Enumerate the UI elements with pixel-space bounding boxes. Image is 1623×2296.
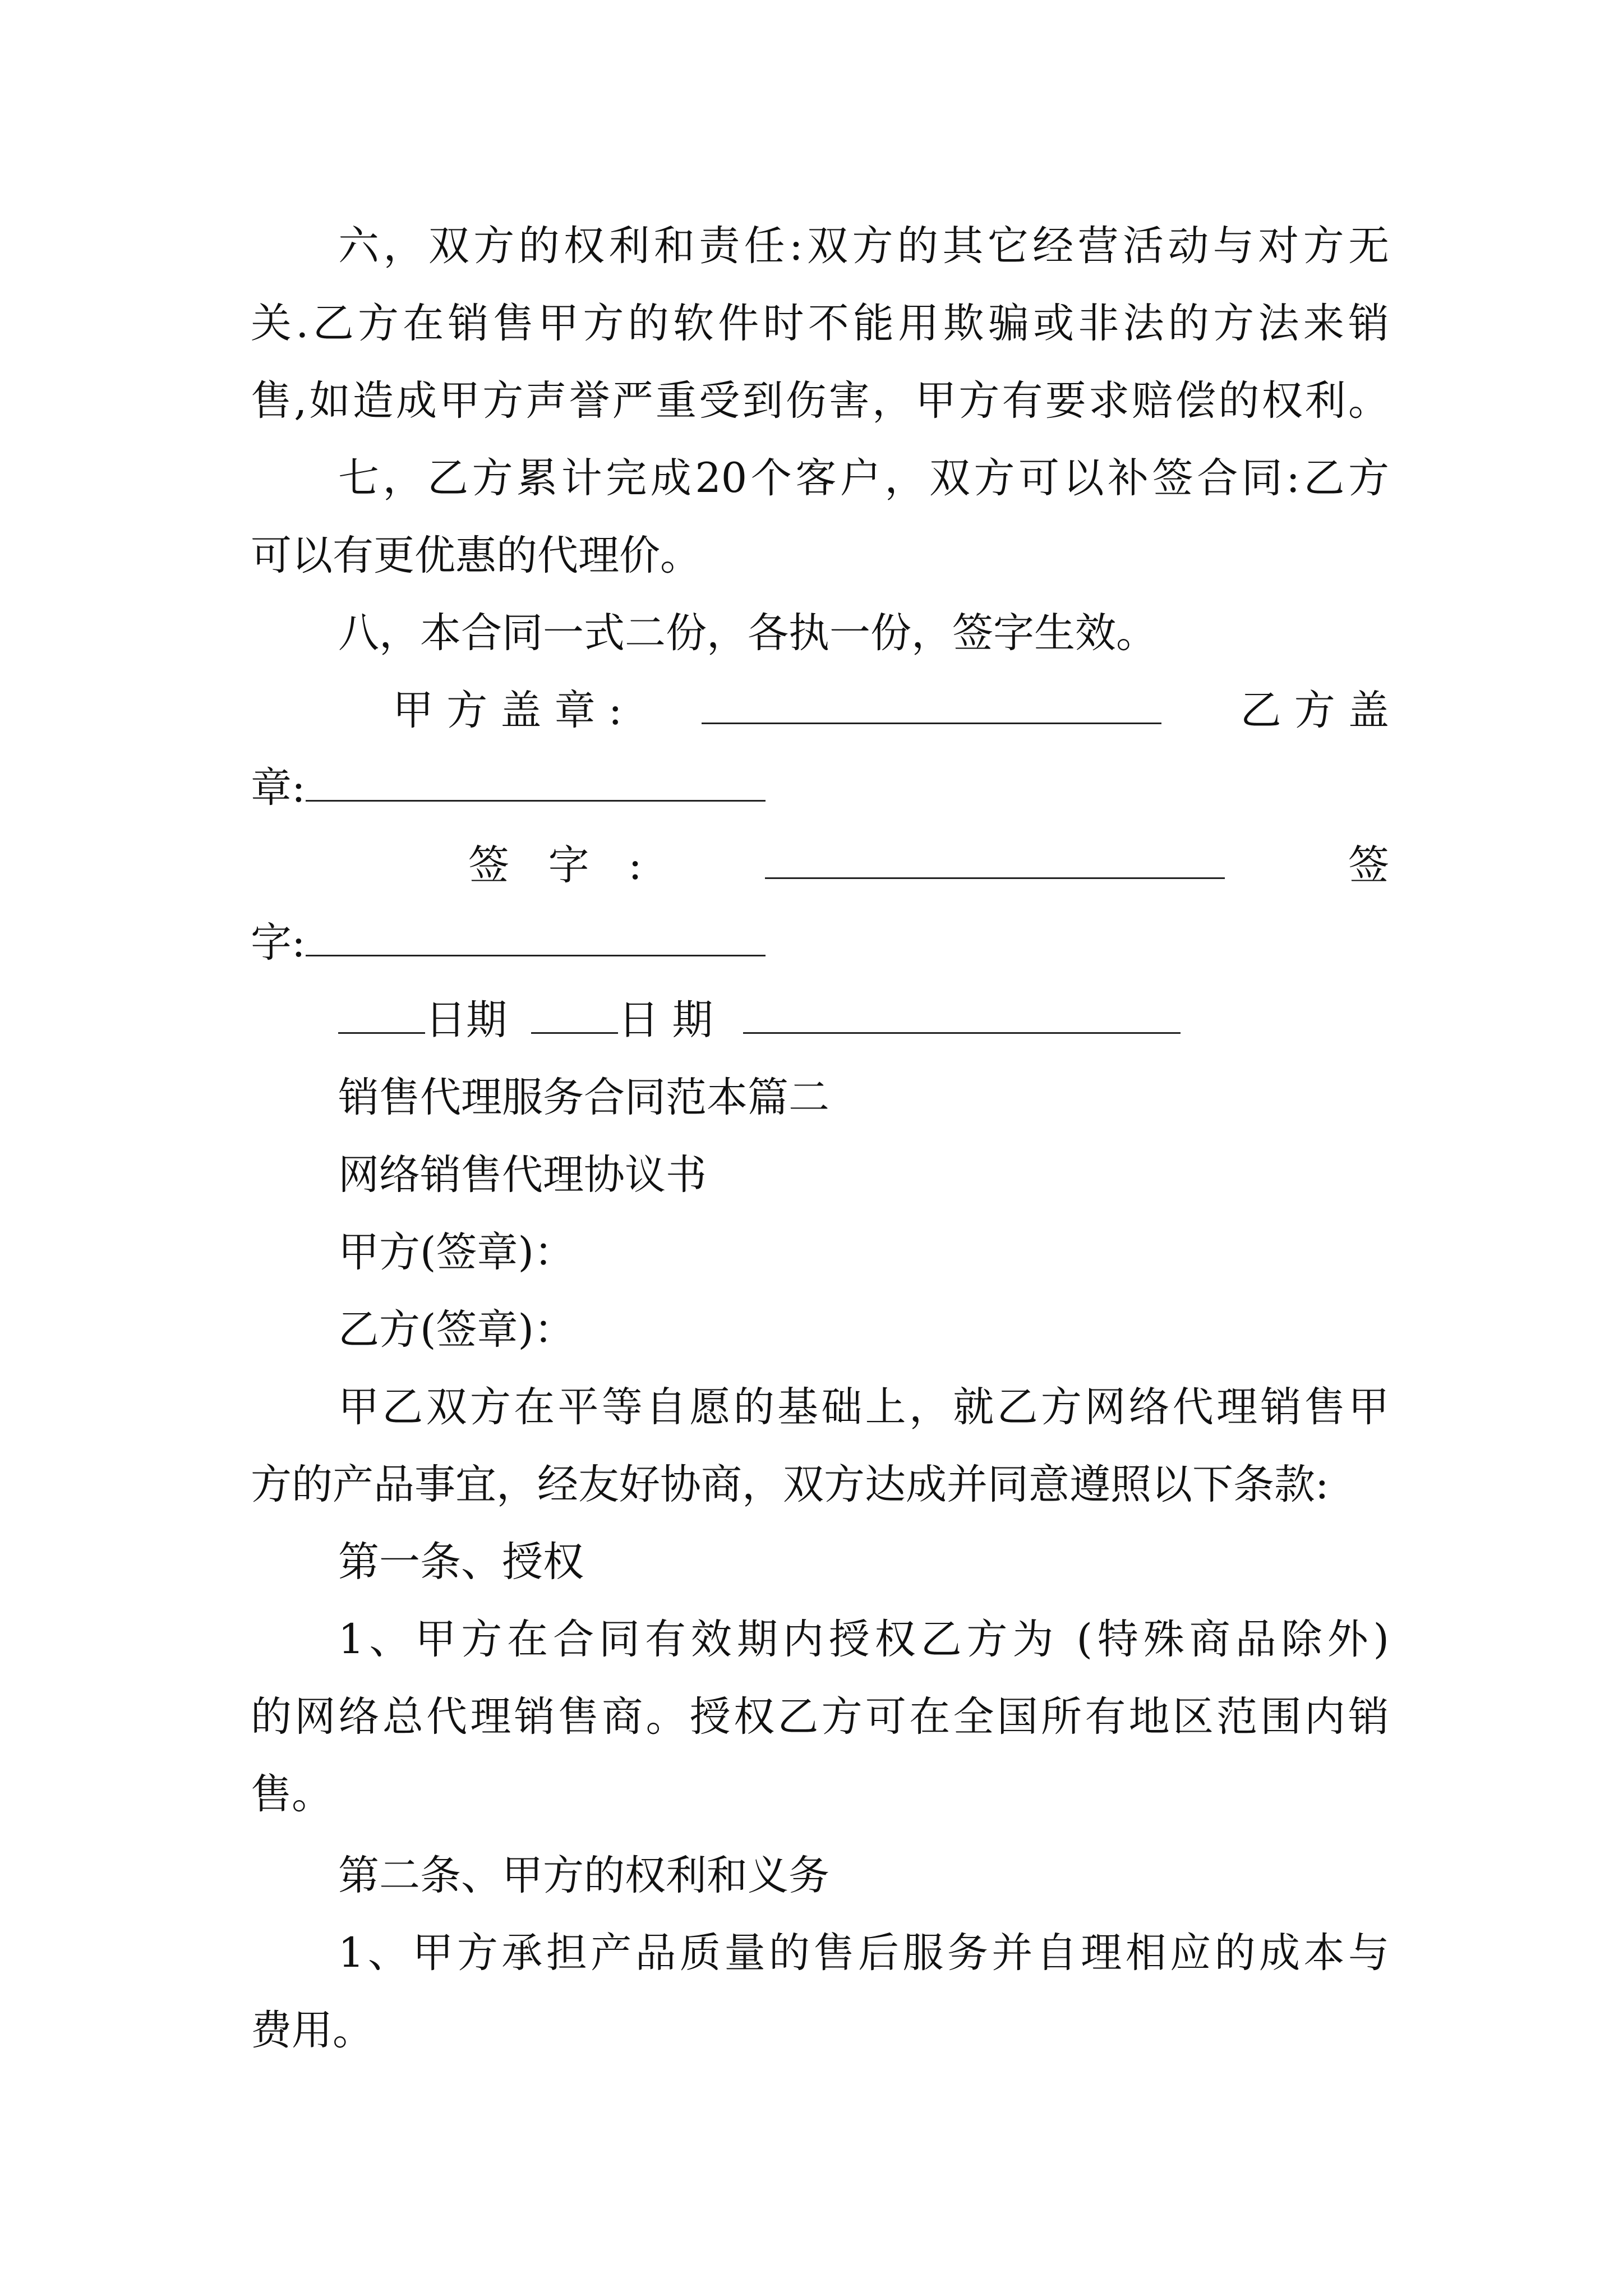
sign-row-continued xyxy=(251,904,1389,982)
party-a-sign-blank xyxy=(765,844,1225,879)
party-a-seal-blank xyxy=(702,689,1161,724)
sign-row xyxy=(468,827,1389,904)
article-title: 第一条、授权 xyxy=(338,1538,584,1586)
section-title: 销售代理服务合同范本篇二 xyxy=(338,1074,829,1121)
seal-row-continued xyxy=(251,749,1389,827)
date-row xyxy=(338,982,1389,1059)
seal-row xyxy=(393,672,1389,749)
paragraph-line: 甲乙双方在平等自愿的基础上，就乙方网络代理销售甲 xyxy=(338,1383,1389,1431)
document-subtitle: 网络销售代理协议书 xyxy=(338,1151,707,1199)
paragraph-line: 费用。 xyxy=(251,2007,374,2054)
paragraph-line: 1、甲方承担产品质量的售后服务并自理相应的成本与 xyxy=(338,1929,1389,1977)
paragraph-line: 方的产品事宜，经友好协商，双方达成并同意遵照以下条款: xyxy=(251,1461,1329,1508)
sign-label-right-tail: 字: xyxy=(251,919,306,967)
date-blank xyxy=(338,999,425,1034)
paragraph-line: 七，乙方累计完成20个客户，双方可以补签合同:乙方 xyxy=(338,454,1389,502)
sign-label-right: 签 xyxy=(1348,841,1389,889)
paragraph-line: 售。 xyxy=(251,1770,333,1818)
party-a-seal-label: 甲 方 盖 章 : xyxy=(393,687,623,734)
date-label: 日 期 xyxy=(618,996,713,1044)
paragraph-line: 可以有更优惠的代理价。 xyxy=(251,532,701,579)
paragraph-line: 八，本合同一式二份，各执一份，签字生效。 xyxy=(338,609,1157,657)
date-blank xyxy=(743,999,1181,1034)
paragraph-line: 关.乙方在销售甲方的软件时不能用欺骗或非法的方法来销 xyxy=(251,300,1389,347)
paragraph-line: 的网络总代理销售商。授权乙方可在全国所有地区范围内销 xyxy=(251,1693,1389,1741)
paragraph-line: 售,如造成甲方声誉严重受到伤害，甲方有要求赔偿的权利。 xyxy=(251,377,1389,425)
article-title: 第二条、甲方的权利和义务 xyxy=(338,1852,829,1899)
party-b-sign-blank xyxy=(306,921,766,956)
sign-label: 签 字 : xyxy=(468,841,642,889)
paragraph-line: 1、甲方在合同有效期内授权乙方为 (特殊商品除外) xyxy=(338,1616,1389,1663)
party-b-seal-label: 乙 方 盖 xyxy=(1240,687,1389,734)
party-b-seal-label-tail: 章: xyxy=(251,764,306,812)
party-b-field: 乙方(签章)： xyxy=(338,1306,575,1354)
date-label: 日期 xyxy=(425,996,507,1044)
party-a-field: 甲方(签章)： xyxy=(338,1228,575,1276)
party-b-seal-blank xyxy=(306,766,766,802)
paragraph-line: 六，双方的权利和责任:双方的其它经营活动与对方无 xyxy=(338,222,1389,270)
date-blank xyxy=(531,999,618,1034)
